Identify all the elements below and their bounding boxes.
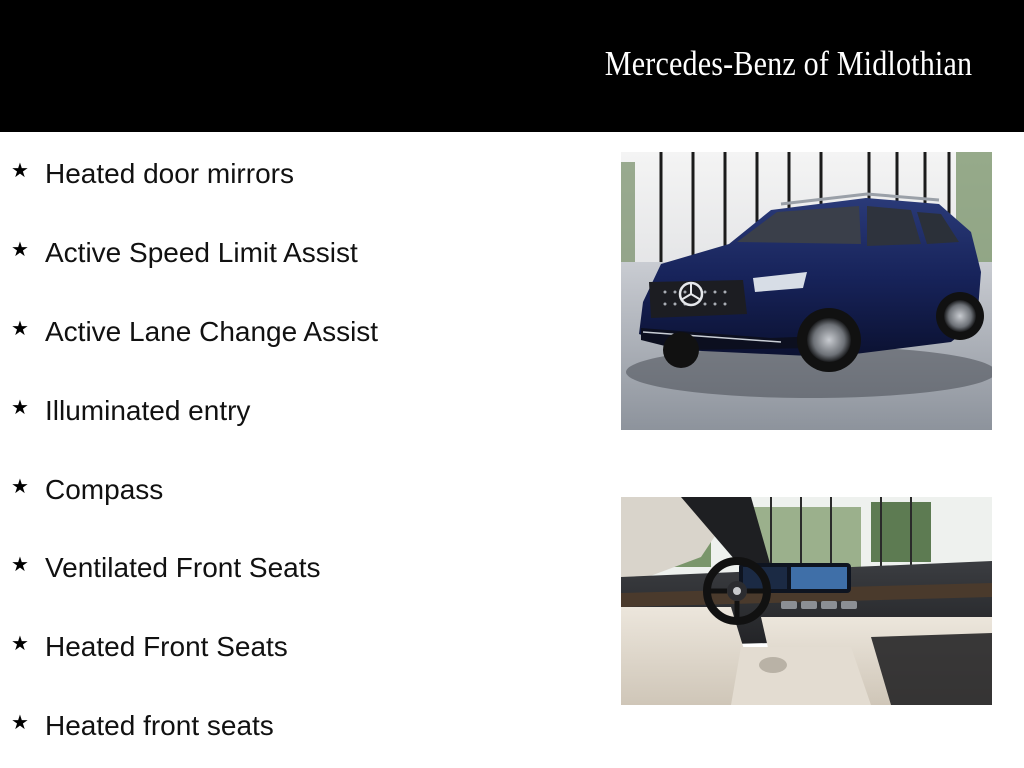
suv-interior-image	[621, 497, 992, 705]
dealer-name: Mercedes-Benz of Midlothian	[604, 44, 972, 83]
feature-label: Active Speed Limit Assist	[45, 237, 358, 268]
feature-label: Heated front seats	[45, 710, 274, 741]
star-icon: ★	[11, 710, 29, 734]
feature-label: Compass	[45, 474, 164, 505]
star-icon: ★	[11, 316, 29, 340]
suv-exterior-image	[621, 152, 992, 430]
exterior-photo	[621, 152, 992, 430]
star-icon: ★	[11, 474, 29, 498]
star-icon: ★	[11, 395, 29, 419]
star-icon: ★	[11, 237, 29, 261]
star-icon: ★	[11, 158, 29, 182]
star-icon: ★	[11, 552, 29, 576]
feature-label: Ventilated Front Seats	[45, 552, 321, 583]
feature-label: Illuminated entry	[45, 395, 251, 426]
header-bar	[0, 0, 1024, 132]
feature-label: Active Lane Change Assist	[45, 316, 379, 347]
feature-label: Heated Front Seats	[45, 631, 288, 662]
interior-photo	[621, 497, 992, 705]
feature-label: Heated door mirrors	[45, 158, 294, 189]
star-icon: ★	[11, 631, 29, 655]
